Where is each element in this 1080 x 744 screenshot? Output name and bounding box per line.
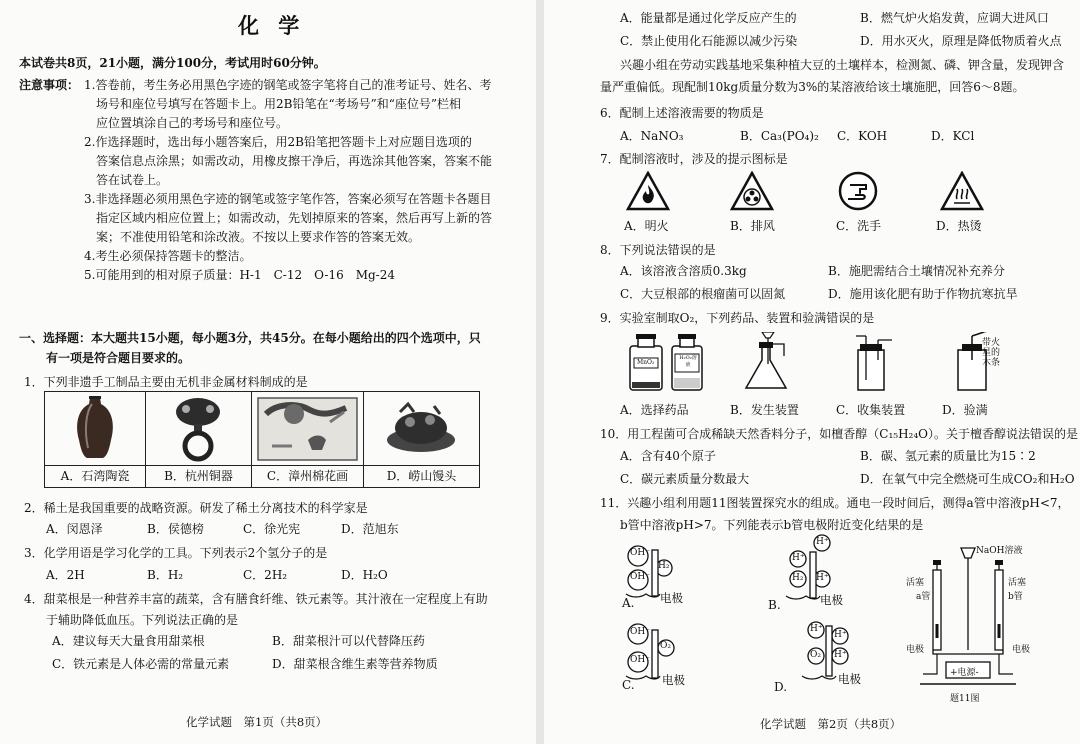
page-footer: 化学试题 第1页（共8页） xyxy=(186,715,328,729)
option: A．2H xyxy=(46,568,85,582)
electrode-label: 电极 xyxy=(838,672,861,686)
question-6-stem: 6．配制上述溶液需要的物质是 xyxy=(600,106,764,120)
ion-label: OH⁻ xyxy=(630,627,650,637)
question-10-stem: 10．用工程菌可合成稀缺天然香料分子，如檀香醇（C₁₅H₂₄O）。关于檀香醇说法错误的是 xyxy=(600,427,1078,441)
naoh-label: NaOH溶液 xyxy=(976,546,1023,556)
option: D．验满 xyxy=(942,403,988,417)
valve-label: 活塞 xyxy=(1008,578,1027,588)
exam-intro: 本试卷共8页，21小题，满分100分，考试用时60分钟。 xyxy=(19,56,326,70)
context-text: 兴趣小组在劳动实践基地采集种植大豆的土壤样本，检测氮、磷、钾含量，发现钾含 xyxy=(620,58,1065,72)
ion-label: OH⁻ xyxy=(630,572,650,582)
notice-label: 注意事项： xyxy=(19,78,80,92)
bronze-ware-image xyxy=(146,392,251,464)
bottle-label: H₂O₂溶液 xyxy=(679,355,697,368)
figure-caption: 题11图 xyxy=(950,694,980,704)
ion-label: H⁺ xyxy=(792,553,805,563)
electrode-label: 电极 xyxy=(662,673,685,687)
page-title: 化 学 xyxy=(238,13,306,38)
question-8-stem: 8．下列说法错误的是 xyxy=(600,243,716,257)
option: B．H₂ xyxy=(147,568,184,582)
exam-page-2 xyxy=(544,0,1080,744)
option: D．KCl xyxy=(931,129,975,143)
ion-label: OH⁻ xyxy=(630,548,650,558)
question-4-stem: 于辅助降低血压。下列说法正确的是 xyxy=(46,613,239,627)
notice-line: 场号和座位号填写在答题卡上。用2B铅笔在“考场号”和“座位号”栏相 xyxy=(96,97,461,111)
question-4-stem: 4．甜菜根是一种营养丰富的蔬菜，含有膳食纤维、铁元素等。其汁液在一定程度上有助 xyxy=(24,592,488,606)
option: C．收集装置 xyxy=(836,403,906,417)
notice-line: 案；不准使用铅笔和涂改液。不按以上要求作答的答案无效。 xyxy=(96,230,421,244)
question-11-stem: 11．兴趣小组利用题11图装置探究水的组成。通电一段时间后，测得a管中溶液pH<7， xyxy=(600,496,1070,510)
option-cell xyxy=(45,392,146,487)
ion-label: OH⁻ xyxy=(630,655,650,665)
electrolysis-apparatus xyxy=(906,534,1076,714)
option: B．碳、氢元素的质量比为15∶2 xyxy=(860,449,1036,463)
option: D．在氧气中完全燃烧可生成CO₂和H₂O xyxy=(860,472,1075,486)
option: C．KOH xyxy=(837,129,888,143)
option: A．建议每天大量食用甜菜根 xyxy=(52,634,205,648)
electrode-label: 电极 xyxy=(1012,645,1031,655)
ion-label: H⁺ xyxy=(834,650,847,660)
option: D．H₂O xyxy=(341,568,388,582)
option: D．热烫 xyxy=(936,219,982,233)
ion-label: H⁺ xyxy=(834,630,847,640)
option: C．铁元素是人体必需的常量元素 xyxy=(52,657,230,671)
notice-line: 2.作选择题时，选出每小题答案后，用2B铅笔把答题卡上对应题目选项的 xyxy=(84,135,472,149)
option: B．侯德榜 xyxy=(147,522,204,536)
electrode-diagram-a xyxy=(622,542,752,612)
option: C．2H₂ xyxy=(243,568,288,582)
section-heading: 一、选择题：本大题共15小题，每小题3分，共45分。在每小题给出的四个选项中，只 xyxy=(19,331,481,345)
notice-line: 答案信息点涂黑；如需改动，用橡皮擦干净后，再选涂其他答案，答案不能 xyxy=(96,154,493,168)
ion-label: O₂ xyxy=(810,650,821,660)
option: C．徐光宪 xyxy=(243,522,301,536)
ion-label: H⁺ xyxy=(816,573,829,583)
generation-apparatus-image xyxy=(740,332,800,394)
question-3-stem: 3．化学用语是学习化学的工具。下列表示2个氢分子的是 xyxy=(24,546,328,560)
electrode-diagram-c xyxy=(622,622,752,692)
option: B．甜菜根汁可以代替降压药 xyxy=(272,634,425,648)
notice-line: 答在试卷上。 xyxy=(96,173,169,187)
option: C．禁止使用化石能源以减少污染 xyxy=(620,34,798,48)
option-cell xyxy=(364,392,479,487)
option: B．排风 xyxy=(730,219,775,233)
option: D．范旭东 xyxy=(341,522,399,536)
option-cell xyxy=(146,392,252,487)
ion-label: H⁺ xyxy=(816,537,829,547)
question-1-image-grid xyxy=(44,391,480,488)
context-text: 量严重偏低。现配制10kg质量分数为3%的某溶液给该土壤施肥，回答6～8题。 xyxy=(600,80,1025,94)
power-label: +电源- xyxy=(950,668,979,678)
valve-label: 活塞 xyxy=(906,578,925,588)
tube-label: a管 xyxy=(916,592,931,602)
option-letter: B. xyxy=(768,598,781,612)
section-heading: 有一项是符合题目要求的。 xyxy=(46,351,191,365)
question-7-stem: 7．配制溶液时，涉及的提示图标是 xyxy=(600,152,788,166)
bottle-label: MnO₂ xyxy=(637,359,655,366)
page-footer: 化学试题 第2页（共8页） xyxy=(760,717,902,731)
collection-apparatus-image xyxy=(846,332,906,394)
question-2-stem: 2．稀土是我国重要的战略资源。研发了稀土分离技术的科学家是 xyxy=(24,501,368,515)
option-caption: A．石湾陶瓷 xyxy=(45,465,145,487)
electrode-label: 电极 xyxy=(820,593,843,607)
option: A．NaNO₃ xyxy=(620,129,684,143)
notice-line: 3.非选择题必须用黑色字迹的钢笔或签字笔作答，答案必须写在答题卡各题目 xyxy=(84,192,492,206)
option: B．发生装置 xyxy=(730,403,799,417)
question-1-stem: 1．下列非遗手工制品主要由无机非金属材料制成的是 xyxy=(24,375,308,389)
electrode-diagram-b xyxy=(780,534,910,609)
option-letter: A. xyxy=(622,596,635,610)
notice-line: 应位置填涂自己的考场号和座位号。 xyxy=(96,116,289,130)
option: A．能量都是通过化学反应产生的 xyxy=(620,11,797,25)
ion-label: H₂ xyxy=(658,561,670,571)
option: A．明火 xyxy=(624,219,669,233)
option: D．用水灭火，原理是降低物质着火点 xyxy=(860,34,1062,48)
option-caption: D．崂山馒头 xyxy=(364,465,479,487)
electrode-label: 电极 xyxy=(660,591,683,605)
option: C．洗手 xyxy=(836,219,882,233)
option: C．大豆根部的根瘤菌可以固氮 xyxy=(620,287,786,301)
question-11-stem: b管中溶液pH>7。下列能表示b管电极附近变化结果的是 xyxy=(620,518,924,532)
ion-label: H⁺ xyxy=(810,624,823,634)
notice-line: 5.可能用到的相对原子质量：H-1 C-12 O-16 Mg-24 xyxy=(84,268,396,282)
option: A．选择药品 xyxy=(620,403,689,417)
option: B．施肥需结合土壤情况补充养分 xyxy=(828,264,1005,278)
question-9-stem: 9．实验室制取O₂，下列药品、装置和验满错误的是 xyxy=(600,311,875,325)
option: A．含有40个原子 xyxy=(620,449,716,463)
hot-surface-icon xyxy=(940,171,984,211)
ion-label: H₂ xyxy=(792,573,804,583)
notice-line: 指定区域内相应位置上；如需改动，先划掉原来的答案，然后再写上新的答 xyxy=(96,211,493,225)
notice-line: 1.答卷前，考生务必用黑色字迹的钢笔或签字笔将自己的准考证号、姓名、考 xyxy=(84,78,492,92)
ion-label: O₂ xyxy=(660,641,671,651)
option-cell xyxy=(252,392,364,487)
reagent-bottles-image xyxy=(626,332,708,394)
hand-wash-icon xyxy=(836,171,880,211)
notice-line: 4.考生必须保持答题卡的整洁。 xyxy=(84,249,252,263)
option-letter: C. xyxy=(622,678,635,692)
option: A．该溶液含溶质0.3kg xyxy=(620,264,747,278)
option-caption: B．杭州铜器 xyxy=(146,465,251,487)
electrode-label: 电极 xyxy=(906,645,925,655)
option-letter: D. xyxy=(774,680,788,694)
exhaust-fan-icon xyxy=(730,171,774,211)
cotton-painting-image xyxy=(252,392,363,464)
option: B．燃气炉火焰发黄，应调大进风口 xyxy=(860,11,1049,25)
option: D．甜菜根含维生素等营养物质 xyxy=(272,657,438,671)
full-test-apparatus-image xyxy=(952,332,1000,394)
ceramic-vase-image xyxy=(45,392,145,464)
option: B．Ca₃(PO₄)₂ xyxy=(740,129,819,143)
splint-label: 带火 星的 木条 xyxy=(982,338,1001,368)
option: A．闵恩泽 xyxy=(46,522,103,536)
flame-icon xyxy=(626,171,670,211)
steamed-bun-image xyxy=(364,392,479,464)
option-caption: C．漳州棉花画 xyxy=(252,465,363,487)
exam-page-1 xyxy=(0,0,536,744)
option: C．碳元素质量分数最大 xyxy=(620,472,750,486)
option: D．施用该化肥有助于作物抗寒抗旱 xyxy=(828,287,1018,301)
tube-label: b管 xyxy=(1008,592,1023,602)
